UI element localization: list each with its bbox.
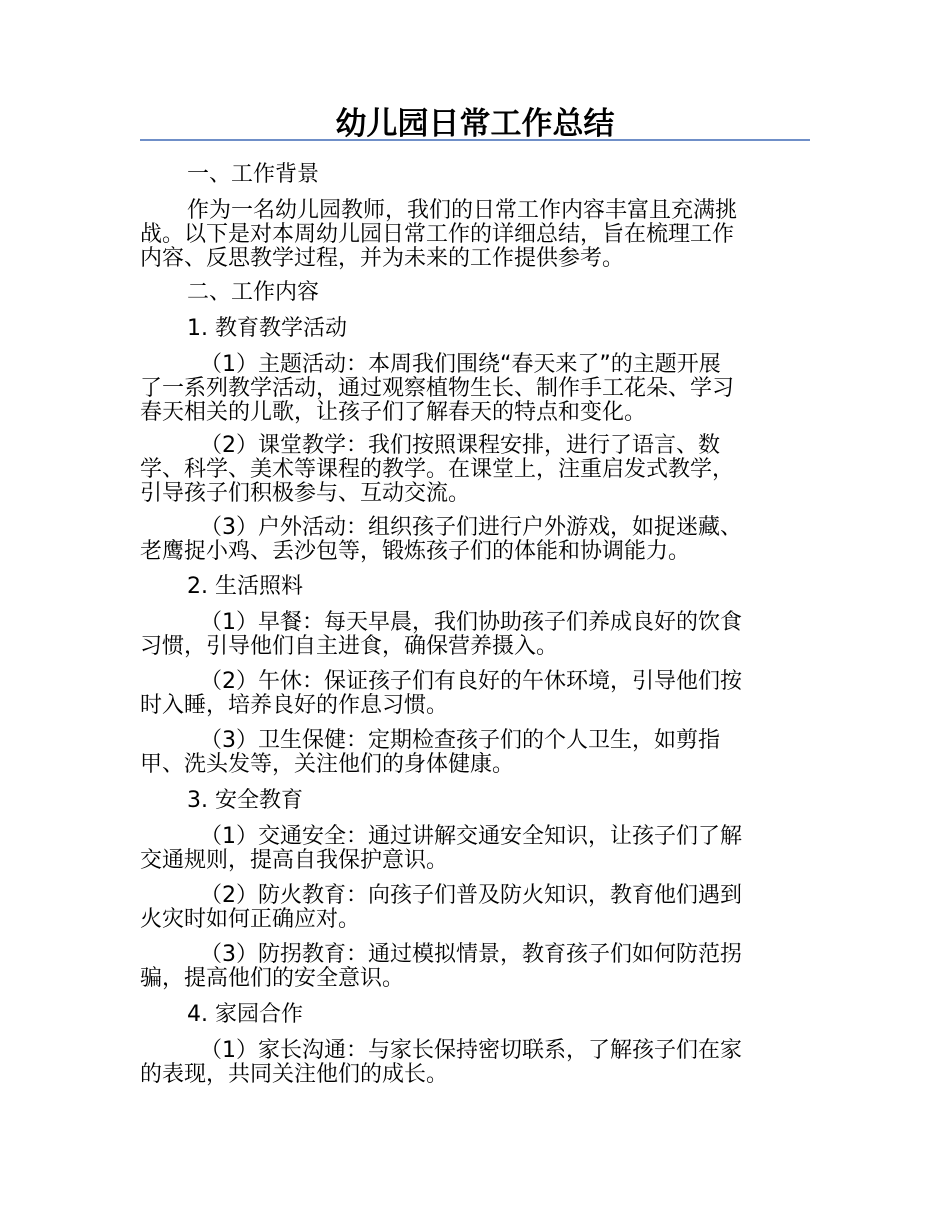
paragraph-line: （2）课堂教学：我们按照课程安排，进行了语言、数 xyxy=(200,433,720,458)
paragraph-line: （3）卫生保健：定期检查孩子们的个人卫生，如剪指 xyxy=(200,728,720,753)
paragraph-safety-1 xyxy=(140,825,810,873)
paragraph-safety-3 xyxy=(140,943,810,991)
heading-care: 2. 生活照料 xyxy=(187,574,303,599)
paragraph-care-3 xyxy=(140,729,810,777)
paragraph-teaching-1 xyxy=(140,353,810,425)
paragraph-safety-2 xyxy=(140,884,810,932)
paragraph-line: 时入睡，培养良好的作息习惯。 xyxy=(140,693,449,718)
paragraph-line: （3）户外活动：组织孩子们进行户外游戏，如捉迷藏、 xyxy=(200,515,742,540)
paragraph-line: 了一系列教学活动，通过观察植物生长、制作手工花朵、学习 xyxy=(140,376,735,401)
paragraph-line: 学、科学、美术等课程的教学。在课堂上，注重启发式教学， xyxy=(140,457,735,482)
paragraph-line: 交通规则，提高自我保护意识。 xyxy=(140,848,449,873)
paragraph-care-2 xyxy=(140,670,810,718)
paragraph-home-1 xyxy=(140,1039,810,1087)
document-title: 幼儿园日常工作总结 xyxy=(335,106,615,142)
paragraph-line: （3）防拐教育：通过模拟情景，教育孩子们如何防范拐 xyxy=(200,942,742,967)
paragraph-line: 的表现，共同关注他们的成长。 xyxy=(140,1062,449,1087)
heading-home: 4. 家园合作 xyxy=(187,1002,303,1027)
paragraph-line: （1）早餐：每天早晨，我们协助孩子们养成良好的饮食 xyxy=(200,610,742,635)
paragraph-teaching-2 xyxy=(140,434,810,506)
heading-background: 一、工作背景 xyxy=(187,162,320,187)
paragraph-line: （1）交通安全：通过讲解交通安全知识，让孩子们了解 xyxy=(200,824,742,849)
paragraph-line: （1）主题活动：本周我们围绕“春天来了”的主题开展 xyxy=(200,352,721,377)
paragraph-line: 内容、反思教学过程，并为未来的工作提供参考。 xyxy=(140,246,625,271)
paragraph-line: （2）防火教育：向孩子们普及防火知识，教育他们遇到 xyxy=(200,883,742,908)
paragraph-line: 作为一名幼儿园教师，我们的日常工作内容丰富且充满挑 xyxy=(187,198,738,223)
paragraph-background xyxy=(140,199,810,271)
paragraph-line: 骗，提高他们的安全意识。 xyxy=(140,966,405,991)
paragraph-line: 战。以下是对本周幼儿园日常工作的详细总结，旨在梳理工作 xyxy=(140,222,735,247)
paragraph-line: （1）家长沟通：与家长保持密切联系，了解孩子们在家 xyxy=(200,1038,742,1063)
paragraph-line: 火灾时如何正确应对。 xyxy=(140,907,361,932)
paragraph-line: 甲、洗头发等，关注他们的身体健康。 xyxy=(140,752,515,777)
heading-teaching: 1. 教育教学活动 xyxy=(187,316,347,341)
heading-safety: 3. 安全教育 xyxy=(187,788,303,813)
title-underline xyxy=(140,139,810,141)
heading-content: 二、工作内容 xyxy=(187,280,320,305)
paragraph-line: （2）午休：保证孩子们有良好的午休环境，引导他们按 xyxy=(200,669,742,694)
paragraph-teaching-3 xyxy=(140,516,810,564)
paragraph-line: 引导孩子们积极参与、互动交流。 xyxy=(140,481,471,506)
paragraph-line: 老鹰捉小鸡、丢沙包等，锻炼孩子们的体能和协调能力。 xyxy=(140,539,691,564)
paragraph-line: 春天相关的儿歌，让孩子们了解春天的特点和变化。 xyxy=(140,400,647,425)
paragraph-care-1 xyxy=(140,611,810,659)
paragraph-line: 习惯，引导他们自主进食，确保营养摄入。 xyxy=(140,634,559,659)
